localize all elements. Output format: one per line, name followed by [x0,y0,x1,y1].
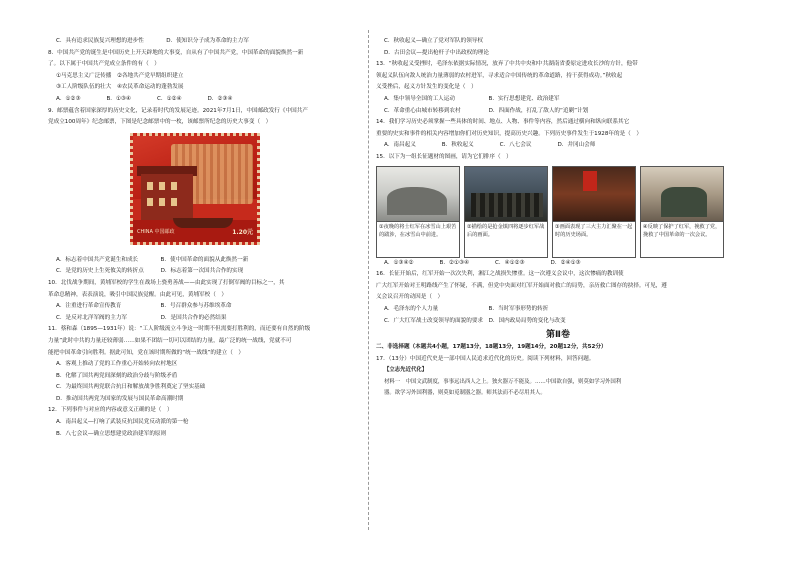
q11-option-c: C．为最终国共两党联合抗日和解放战争胜利奠定了坚实基础 [56,384,206,391]
q8-option-a: A．①②③ [56,95,81,102]
long-march-picture-row [376,166,740,258]
q8-options [48,94,388,106]
q11-option-d: D．推动国共两党为国家的发展与国民革命高潮时期 [56,395,184,402]
q8-option-b: B．①③④ [106,95,131,102]
q8-stem-line: 了。以下属于中国共产党成立条件的有（ ） [48,61,160,68]
q15-stem-line: 15．以下为一组长征题材的图画，请为它们排序（ ） [376,153,512,160]
q16-stem-line: 广大红军开始对王明路线产生了怀疑，不满，但党中央面对红军开始面对救亡的局势，亲历救亡图存的抉择。可见，遵 [376,282,667,289]
q14-option-c: C．八七会议 [499,142,532,149]
q16-option-line: C．广大红军战士改变领导的面貌的要求 D．国内政局局势的变化与改变 [384,317,566,324]
q10-option-line: A．注重进行革命宣传教育 B．号召群众参与苏维埃革命 [56,303,232,310]
q9-option-line: A．标志着中国共产党诞生和成长 B．使中国革命的面貌从此焕然一新 [56,256,249,263]
left-column [48,36,388,440]
q12-option-c: C．秋收起义—确立了党对军队的领导权 [384,38,484,44]
section-title: 第Ⅱ卷 [546,330,570,341]
picture-3 [552,166,636,258]
picture-3-caption: ③画面表现了三大主力汇聚在一起时的历史场面。 [552,222,636,258]
q15-options [376,258,740,270]
q14-stem-line: 14．我们学习历史必须掌握一些具体的时间、地点、人物、事件等内容，然后通过横向和纵向联系其它 [376,119,630,126]
picture-1 [376,166,460,258]
q15-option-d: D．②④①③ [550,259,581,266]
q14-options [376,140,740,152]
stamp-value: 1.20元 [232,229,253,237]
q17-stem-line: 17．（13分）中国近代史是一部中国人民追求近代化的历史。阅读下列材料，回答问题。 [376,355,595,362]
q13-option-line: A．集中领导全国的工人运动 B．实行思想建党、政治建军 [384,95,560,102]
q14-option-a: A．南昌起义 [384,142,416,149]
q13-stem-line: 义受挫后，起义方针发生的变化是（ ） [376,84,477,91]
picture-2 [464,166,548,258]
picture-2-caption: ②描绘的是抢金镇四将逐步红军战后的画面。 [464,222,548,258]
q9-option-line: C．是党的历史上生死攸关的转折点 D．标志着第一次国共合作的实现 [56,268,244,275]
stamp-figure [48,131,388,251]
q16-option-line: A．毛泽东的个人力量 B．当时军事形势的转折 [384,305,549,312]
q8-option-c: C．①②④ [156,95,182,102]
q14-option-d: D．井冈山会师 [557,142,596,149]
q15-option-b: B．②①③④ [439,259,469,266]
q11-stem-line: 能把中国革命引向胜利。据此可知，党在该时期所做的“统一战线”的建立（ ） [48,349,244,356]
q13-stem-line: 13．“秋收起义受挫时，毛泽东依据实际情况，放弃了中共中央和中共湖南省委原定进攻长沙的方针，他带 [376,61,638,68]
q14-option-b: B．秋收起义 [441,142,474,149]
q10-stem-line: 革命总精神，表表演说，吸引中国民族觉醒。由此可见，黄埔军校（ ） [48,291,228,298]
q15-option-a: A．①③④② [384,259,414,266]
q8-item: ③工人阶级队伍的壮大 ④农民革命运动的蓬勃发展 [56,84,184,91]
q14-stem-line: 重要的史实和事件的相关内容增加你们对历史知识，提高历史兴趣。下列历史事件发生于1928年的是（ ） [376,130,642,137]
q11-option-a: A．客观上推动了党的工作重心开始转向农村地区 [56,361,178,368]
material-heading: 【立志先近代化】 [384,367,428,374]
q8-option-d: D．②③④ [207,95,233,102]
q10-stem-line: 10．北伐战争期间，黄埔军校的学生在战场上骁勇善战——由此实现了打倒军阀的目标之一，其 [48,279,285,286]
q12-stem-line: 12．下列事件与对应的内容或意义正确的是（ ） [48,407,173,414]
picture-1-caption: ①夜晚的将士红军在冰雪山上艰苦的跋涉，在冰雪山中前进。 [376,222,460,258]
q13-option-line: C．革命重心由城市转移到农村 D．四面作战，打乱了敌人的“追剿”计划 [384,107,589,114]
q9-stem-line: 党成立100周年》纪念邮票，下图是纪念邮票中的一枚，该邮票所纪念的历史大事变（ ） [48,119,272,126]
q8-stem-line: 8．中国共产党的诞生是中国历史上开天辟地的大事变，自从有了中国共产党，中国革命的面貌焕然一新 [48,49,304,56]
stamp-country: CHINA 中国邮政 [137,229,175,236]
q12-option-b: B．八七会议—确立思想建党政治建军的原则 [56,430,167,437]
q11-stem-line: 11．蔡和森（1895—1931年）说：“工人阶级流立斗争这一时期不但需要打胜利的，而还要有自然的阶级 [48,326,311,333]
q15-option-c: C．④①②③ [494,259,525,266]
right-column [376,36,740,400]
material-line: 器。欲学习外国利器，则莫如觅制器之器。师其法而不必尽用其人。 [384,390,546,397]
picture-4-caption: ④反映了保护了红军，挽救了党，挽救了中国革命的一次会议。 [640,222,724,258]
q12-option-d: D．古田会议—提出枪杆子中出政权的理论 [384,49,489,56]
q9-stem-line: 9．邮票蕴含着国家深厚的历史文化，记录着时代的发展足迹。2021年7月1日，中国邮政发行《中国共产 [48,107,308,114]
q16-stem-line: 义会议召开的动因是（ ） [376,294,444,301]
q12-option-a: A．南昌起义—打响了武装反抗国民党反动派的第一枪 [56,419,189,426]
q11-option-b: B．化解了国共两党间深刻的政治分歧与阶级矛盾 [56,372,178,379]
meeting-painting [640,166,724,222]
material-line: 材料一 中国文武制度，事事远出西人之上。独火器万不能及。……中国欲自强，则莫如学习外国利 [384,378,622,385]
q13-stem-line: 领起义队伍向敌人统治力量薄弱的农村进军，寻求适合中国传统的革命道路，持干获得成功。”秋收起 [376,72,623,79]
q11-stem-line: 力量”此时中共的力量还较薄弱……如果不团结一切可以团结的力量，最广泛的统一战线，党就不可 [48,337,292,344]
snow-mountain-painting [376,166,460,222]
picture-4 [640,166,724,258]
q10-option-line: C．是反对北洋军阀的主力军 D．是国共合作的必然结果 [56,314,227,321]
q8-item: ①马克思主义广泛传播 ②各地共产党早期组织建立 [56,72,184,79]
q16-stem-line: 16．长征开始后，红军开始一次次失利，湘江之战损失惨重。这一次遵义会议中，这次惨痛的教训使 [376,271,624,278]
q8-prev-options: C．具有追求民族复兴理想的进步性 D．使知识分子成为革命的主力军 [56,38,249,44]
commemorative-stamp-image [130,133,260,245]
army-reunion-painting [552,166,636,222]
section-heading: 二、非选择题（本题共4小题，17题13分，18题13分，19题14分，20题12分，共52分） [376,344,607,351]
river-crossing-painting [464,166,548,222]
